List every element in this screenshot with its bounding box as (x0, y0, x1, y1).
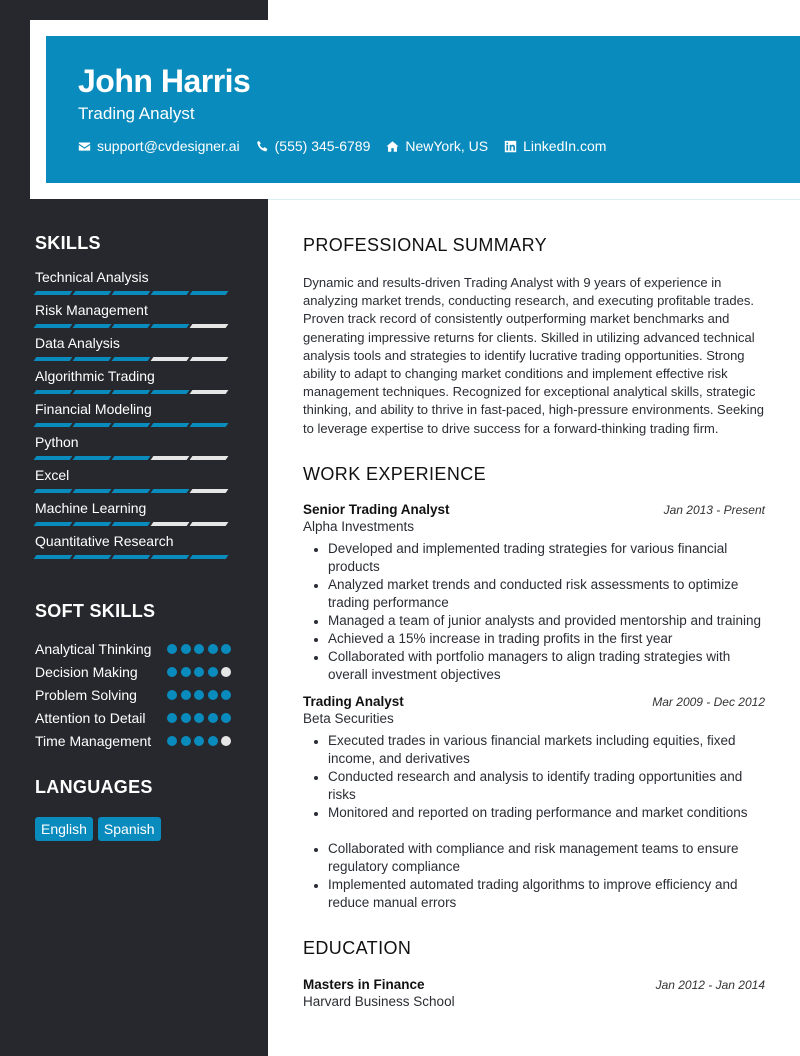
skill-segment-empty (190, 522, 229, 526)
skill-segment-filled (73, 390, 112, 394)
skill-level-bar (35, 324, 233, 328)
skill-item (35, 368, 233, 401)
skill-segment-filled (190, 423, 229, 427)
skill-segment-filled (112, 291, 151, 295)
header-banner (46, 36, 800, 183)
language-badge: English (35, 817, 93, 841)
skill-item (35, 434, 233, 467)
bullet-item: Managed a team of junior analysts and provided mentorship and training (303, 612, 765, 630)
skill-segment-empty (151, 456, 190, 460)
rating-dot-filled (167, 736, 177, 746)
rating-dot-filled (181, 690, 191, 700)
bullet-item: Analyzed market trends and conducted risk assessments to optimize trading performance (303, 576, 765, 612)
rating-dot-filled (167, 667, 177, 677)
rating-dot-filled (208, 690, 218, 700)
job-title: Trading Analyst (303, 693, 404, 709)
skill-level-bar (35, 291, 233, 295)
bullet-item: Conducted research and analysis to identify trading opportunities and risks (303, 768, 765, 804)
skill-item (35, 269, 233, 302)
skill-segment-empty (190, 357, 229, 361)
rating-dot-filled (181, 713, 191, 723)
skill-segment-filled (112, 423, 151, 427)
skill-segment-filled (190, 555, 229, 559)
contact-bar (78, 138, 800, 154)
soft-skill-rating (164, 663, 234, 677)
skill-segment-filled (151, 423, 190, 427)
skill-segment-filled (34, 489, 73, 493)
skill-segment-filled (34, 357, 73, 361)
skill-level-bar (35, 390, 233, 394)
job-entry (303, 694, 765, 912)
skill-segment-empty (190, 324, 229, 328)
skills-title: SKILLS (35, 233, 101, 253)
phone-text: (555) 345-6789 (274, 138, 371, 154)
job-bullets (303, 732, 765, 912)
rating-dot-filled (221, 713, 231, 723)
education-header (303, 977, 765, 992)
skill-segment-filled (151, 390, 190, 394)
rating-dot-filled (208, 644, 218, 654)
skill-name: Excel (35, 467, 70, 483)
soft-skills-list (35, 640, 233, 750)
email-text: support@cvdesigner.ai (97, 138, 240, 154)
bullet-item: Executed trades in various financial markets including equities, fixed income, and derivatives (303, 732, 765, 768)
bullet-item: Monitored and reported on trading performance and market conditions (303, 804, 765, 822)
skill-level-bar (35, 357, 233, 361)
skill-segment-filled (34, 522, 73, 526)
rating-dot-empty (221, 667, 231, 677)
contact-email[interactable] (78, 138, 240, 154)
skill-segment-filled (73, 522, 112, 526)
soft-skill-rating (164, 732, 234, 746)
soft-skills-title: SOFT SKILLS (35, 601, 156, 621)
rating-dot-filled (194, 690, 204, 700)
soft-skill-item (35, 709, 233, 727)
education-entry (303, 977, 765, 1009)
skill-item (35, 335, 233, 368)
bullet-item: Collaborated with portfolio managers to align trading strategies with overall investment objectives (303, 648, 765, 684)
bullet-item: Implemented automated trading algorithms to improve efficiency and reduce manual errors (303, 876, 765, 912)
skill-segment-filled (73, 423, 112, 427)
rating-dot-filled (194, 713, 204, 723)
sidebar-content (35, 233, 233, 841)
jobs-list (303, 502, 765, 912)
contact-phone[interactable] (256, 138, 371, 154)
envelope-icon (78, 140, 91, 153)
rating-dot-filled (194, 667, 204, 677)
rating-dot-empty (221, 736, 231, 746)
job-entry (303, 502, 765, 684)
rating-dot-filled (181, 644, 191, 654)
summary-text: Dynamic and results-driven Trading Analyst with 9 years of experience in analyzing market trends, conducting research, and executing profitable trades. Proven track record of consistently outperforming market benchmarks and generating impressive returns for clients. Skilled in utilizing advanced technical analysis tools and strategies to identify lucrative trading opportunities. Strong ability to adapt to changing market conditions and implement effective risk management techniques. Recognized for exceptional analytical skills, strategic thinking, and ability to thrive in fast-paced, high-pressure environments. Seeking to leverage expertise to drive success for a forward-thinking trading firm. (303, 275, 765, 436)
job-header (303, 502, 765, 517)
linkedin-icon (504, 140, 517, 153)
phone-icon (256, 140, 269, 153)
rating-dot-filled (181, 736, 191, 746)
skill-name: Algorithmic Trading (35, 368, 155, 384)
skill-segment-filled (73, 357, 112, 361)
bullet-item: Achieved a 15% increase in trading profits in the first year (303, 630, 765, 648)
experience-title: WORK EXPERIENCE (303, 463, 487, 484)
header (30, 20, 800, 199)
skill-level-bar (35, 522, 233, 526)
job-bullets (303, 540, 765, 684)
skill-segment-filled (73, 456, 112, 460)
rating-dot-filled (208, 667, 218, 677)
languages-list (35, 817, 233, 841)
skill-segment-empty (190, 390, 229, 394)
skills-list (35, 269, 233, 566)
education-list (303, 977, 765, 1009)
skill-segment-filled (112, 390, 151, 394)
skill-segment-filled (151, 324, 190, 328)
skill-segment-filled (112, 324, 151, 328)
skill-level-bar (35, 489, 233, 493)
education-school: Harvard Business School (303, 993, 455, 1009)
skill-segment-filled (151, 291, 190, 295)
skill-segment-filled (73, 324, 112, 328)
languages-section (35, 777, 233, 841)
contact-location (386, 138, 488, 154)
rating-dot-filled (221, 644, 231, 654)
skill-item (35, 302, 233, 335)
skill-segment-filled (34, 291, 73, 295)
skill-name: Financial Modeling (35, 401, 152, 417)
rating-dot-filled (208, 713, 218, 723)
education-date: Jan 2012 - Jan 2014 (655, 977, 765, 992)
header-divider (268, 199, 800, 200)
skill-segment-filled (112, 489, 151, 493)
skill-segment-filled (34, 555, 73, 559)
soft-skill-name: Decision Making (35, 664, 138, 680)
soft-skills-section (35, 601, 233, 750)
job-company: Alpha Investments (303, 518, 415, 534)
rating-dot-filled (194, 644, 204, 654)
skill-segment-filled (34, 324, 73, 328)
home-icon (386, 140, 399, 153)
skill-segment-filled (112, 357, 151, 361)
soft-skill-rating (164, 709, 234, 723)
skill-segment-empty (151, 522, 190, 526)
soft-skill-rating (164, 686, 234, 700)
skill-item (35, 500, 233, 533)
skill-segment-empty (151, 357, 190, 361)
education-section (303, 938, 765, 1009)
bullet-item: Collaborated with compliance and risk management teams to ensure regulatory compliance (303, 840, 765, 876)
skill-item (35, 401, 233, 434)
skill-name: Risk Management (35, 302, 148, 318)
skill-segment-filled (151, 555, 190, 559)
soft-skill-name: Problem Solving (35, 687, 137, 703)
skill-name: Machine Learning (35, 500, 147, 516)
skill-name: Quantitative Research (35, 533, 174, 549)
job-header (303, 694, 765, 709)
rating-dot-filled (167, 713, 177, 723)
skill-level-bar (35, 555, 233, 559)
job-date: Mar 2009 - Dec 2012 (652, 694, 765, 709)
languages-title: LANGUAGES (35, 777, 153, 797)
job-company: Beta Securities (303, 710, 394, 726)
soft-skill-name: Attention to Detail (35, 710, 146, 726)
summary-title: PROFESSIONAL SUMMARY (303, 235, 548, 255)
bullet-item: Developed and implemented trading strategies for various financial products (303, 540, 765, 576)
education-degree: Masters in Finance (303, 976, 425, 992)
soft-skill-item (35, 663, 233, 681)
skill-segment-filled (73, 555, 112, 559)
contact-linkedin[interactable] (504, 138, 606, 154)
skill-segment-empty (190, 489, 229, 493)
skill-item (35, 533, 233, 566)
skill-level-bar (35, 456, 233, 460)
job-date: Jan 2013 - Present (663, 502, 765, 517)
rating-dot-filled (208, 736, 218, 746)
soft-skill-item (35, 732, 233, 750)
linkedin-text: LinkedIn.com (523, 138, 607, 154)
skill-segment-filled (151, 489, 190, 493)
language-badge: Spanish (98, 817, 161, 841)
soft-skill-item (35, 640, 233, 658)
summary-section (303, 235, 765, 438)
job-title: Senior Trading Analyst (303, 501, 450, 517)
candidate-name: John Harris (78, 63, 251, 99)
soft-skill-rating (164, 640, 234, 654)
skill-segment-filled (73, 291, 112, 295)
skill-name: Data Analysis (35, 335, 120, 351)
skill-segment-empty (190, 456, 229, 460)
soft-skill-name: Time Management (35, 733, 152, 749)
skill-segment-filled (34, 456, 73, 460)
rating-dot-filled (194, 736, 204, 746)
rating-dot-filled (181, 667, 191, 677)
soft-skill-item (35, 686, 233, 704)
skill-segment-filled (34, 390, 73, 394)
rating-dot-filled (167, 690, 177, 700)
skill-segment-filled (112, 456, 151, 460)
skill-item (35, 467, 233, 500)
skill-level-bar (35, 423, 233, 427)
skill-name: Technical Analysis (35, 269, 149, 285)
skill-name: Python (35, 434, 79, 450)
skill-segment-filled (73, 489, 112, 493)
rating-dot-filled (167, 644, 177, 654)
soft-skill-name: Analytical Thinking (35, 641, 152, 657)
rating-dot-filled (221, 690, 231, 700)
location-text: NewYork, US (405, 138, 489, 154)
experience-section (303, 464, 765, 912)
main-content (303, 235, 765, 1009)
candidate-role: Trading Analyst (78, 104, 195, 123)
skill-segment-filled (112, 522, 151, 526)
education-title: EDUCATION (303, 937, 412, 958)
skill-segment-filled (190, 291, 229, 295)
skill-segment-filled (112, 555, 151, 559)
skill-segment-filled (34, 423, 73, 427)
